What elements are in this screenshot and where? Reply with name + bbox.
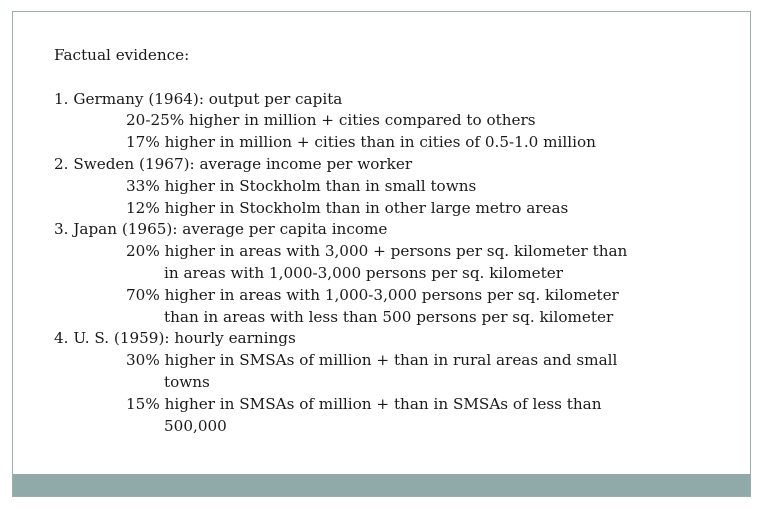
item-point: 15% higher in SMSAs of million + than in SMSAs of less than — [126, 394, 602, 413]
item-point-continuation: towns — [164, 372, 210, 391]
item-point: 30% higher in SMSAs of million + than in rural areas and small — [126, 351, 618, 370]
item-title-us: 4. U. S. (1959): hourly earnings — [54, 329, 296, 348]
item-point: 33% higher in Stockholm than in small towns — [126, 176, 477, 195]
item-point: 17% higher in million + cities than in cities of 0.5-1.0 million — [126, 133, 596, 152]
spacer — [54, 67, 734, 89]
item-point-continuation: in areas with 1,000-3,000 persons per sq. kilometer — [164, 263, 564, 282]
slide — [12, 11, 751, 497]
item-title-sweden: 2. Sweden (1967): average income per worker — [54, 154, 413, 173]
item-title-germany: 1. Germany (1964): output per capita — [54, 89, 343, 108]
item-point: 20-25% higher in million + cities compared to others — [126, 111, 536, 130]
item-point: 70% higher in areas with 1,000-3,000 persons per sq. kilometer — [126, 285, 619, 304]
footer-band — [13, 474, 750, 496]
item-point: 12% higher in Stockholm than in other large metro areas — [126, 198, 569, 217]
item-title-japan: 3. Japan (1965): average per capita income — [54, 220, 388, 239]
item-point-continuation: 500,000 — [164, 416, 227, 435]
slide-content — [54, 45, 734, 437]
slide-heading: Factual evidence: — [54, 46, 190, 64]
item-point-continuation: than in areas with less than 500 persons per sq. kilometer — [164, 307, 614, 326]
item-point: 20% higher in areas with 3,000 + persons per sq. kilometer than — [126, 242, 628, 261]
